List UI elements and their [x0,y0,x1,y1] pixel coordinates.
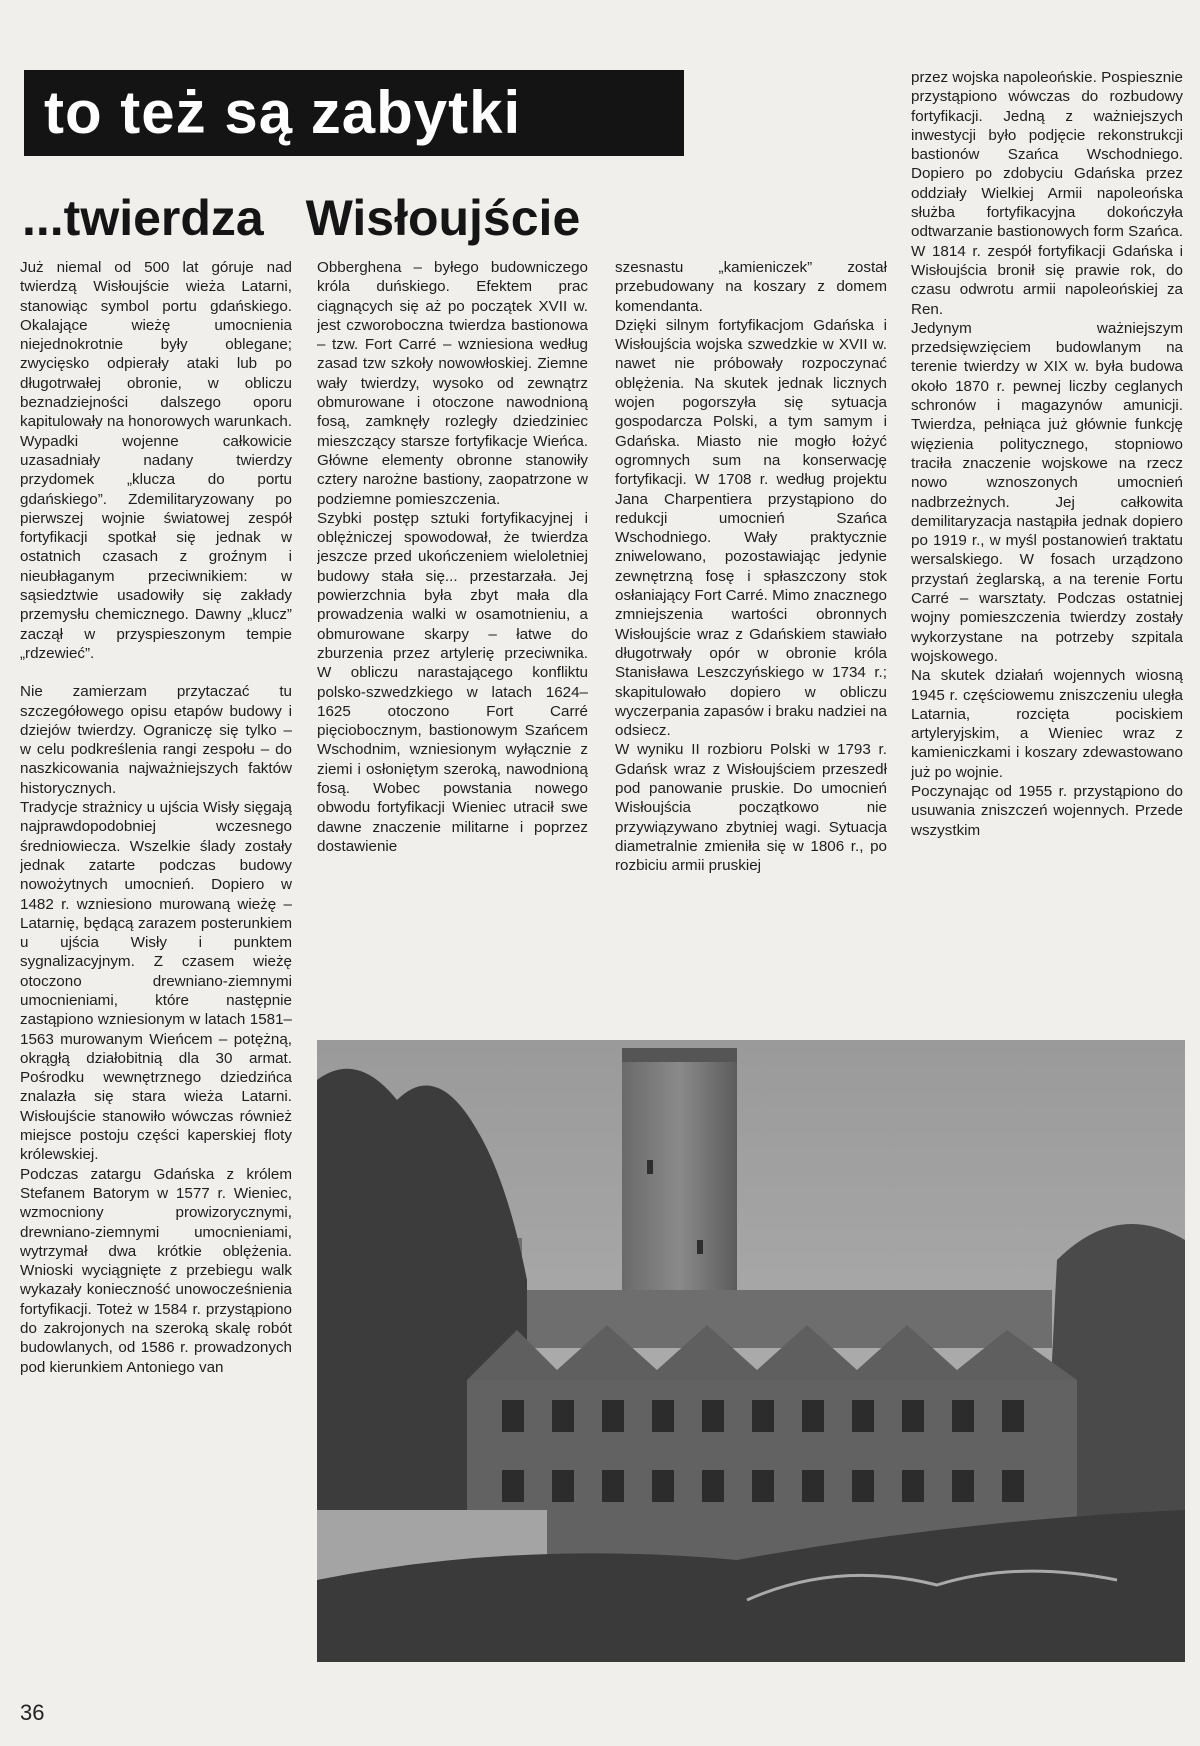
paragraph: szesnastu „kamieniczek” został przebudowany na koszary z domem komendanta. [615,259,887,315]
paragraph: Dzięki silnym fortyfikacjom Gdańska i Wisłoujścia wojska szwedzkie w XVII w. nawet nie próbowały rozpoczynać oblężenia. Na skutek jednak licznych wojen pogorszyła się sytuacja gospodarcza Polski, a tym samym i Gdańska. Miasto nie mogło łożyć ogromnych sum na konserwację fortyfikacji. W 1708 r. według projektu Jana Charpentiera przystąpiono do redukcji umocnień Szańca Wschodniego. Wały praktycznie zniwelowano, pozostawiając jedynie zewnętrzną fosę i spłaszczony stok osłaniający Fort Carré. Mimo znacznego zmniejszenia wartości obronnych Wisłoujście wraz z Gdańskiem stawiało długotrwały opór w obronie króla Stanisława Leszczyńskiego w 1734 r.; skapitulowało dopiero w obliczu wyczerpania zapasów i braku nadziei na odsiecz. [615,316,887,740]
paragraph: Obberghena – byłego budowniczego króla duńskiego. Efektem prac ciągnących się aż po początek XVII w. jest czworoboczna twierdza bastionowa – tzw. Fort Carré – wzniesiona według zasad tzw szkoły nowowłoskiej. Ziemne wały twierdzy, wysoko od zewnątrz obmurowane i otoczone nawodnioną fosą, zamknęły rozległy dziedziniec mieszczący starsze fortyfikacje Wieńca. Główne elementy obronne stanowiły cztery narożne bastiony, zaopatrzone w podziemne pomieszczenia. [317,259,588,508]
paragraph: Szybki postęp sztuki fortyfikacyjnej i oblężniczej spowodował, że twierdza jeszcze przed ukończeniem wieloletniej budowy stała się... przestarzała. Jej powierzchnia była zbyt mała dla prowadzenia walki w osamotnieniu, a obmurowane skarpy – łatwe do zburzenia przez artylerię przeciwnika. W obliczu narastającego konfliktu polsko-szwedzkiego w latach 1624–1625 otoczono Fort Carré pięciobocznym, bastionowym Szańcem Wschodnim, wzniesionym wyłącznie z ziemi i osłoniętym szeroką, nawodnioną fosą. Wobec powstania nowego obwodu fortyfikacji Wieniec utracił swe dawne znaczenie militarne i poprzez dostawienie [317,509,588,855]
paragraph: Nie zamierzam przytaczać tu szczegółowego opisu etapów budowy i dziejów twierdzy. Ograniczę się tylko – w celu podkreślenia rangi zespołu – do naszkicowania najważniejszych faktów historycznych. [20,683,292,797]
fortress-photo-drawing [317,1040,1185,1662]
tower-window [697,1240,703,1254]
text-column-4 [911,68,1183,1016]
article-title: ...twierdza Wisłoujście [22,190,581,246]
paragraph: Tradycje strażnicy u ujścia Wisły sięgają najprawdopodobniej wczesnego średniowiecza. Wszelkie ślady zostały jednak zatarte podczas budowy nowożytnych umocnień. Dopiero w 1482 r. wzniesiono murowaną wieżę – Latarnię, będącą zarazem posterunkiem u ujścia Wisły i punktem sygnalizacyjnym. Z czasem wieżę otoczono drewniano-ziemnymi umocnieniami, które następnie zastąpiono wzniesionym w latach 1581–1563 murowanym Wieńcem – potężną, okrągłą działobitnią dla 30 armat. Pośrodku wewnętrznego dziedzińca znalazła się stara wieża Latarni. Wisłoujście stanowiło wówczas również miejsce postoju części kaperskiej floty królewskiej. [20,799,292,1164]
text-column-2 [317,258,588,1016]
text-column-3 [615,258,887,1016]
paragraph: Poczynając od 1955 r. przystąpiono do usuwania zniszczeń wojennych. Przede wszystkim [911,782,1183,839]
paragraph: Już niemal od 500 lat góruje nad twierdzą Wisłoujście wieża Latarni, stanowiąc symbol portu gdańskiego. Okalające wieżę umocnienia niejednokrotnie były oblegane; zwycięsko odpierały ataki lub po długotrwałej obronie, w obliczu beznadziejności dalszego oporu kapitulowały na honorowych warunkach. Wypadki wojenne całkowicie uzasadniały nadany twierdzy przydomek „klucza do portu gdańskiego”. Zdemilitaryzowany po pierwszej wojnie światowej zespół fortyfikacji spotkał się jednak w ostatnich czasach z groźnym i nieubłaganym przeciwnikiem: w sąsiedztwie usadowiły się zakłady przemysłu chemicznego. Dawny „klucz” zaczął w przyspieszonym tempie „rdzewieć”. [20,259,292,662]
tower-window [647,1160,653,1174]
paragraph: Na skutek działań wojennych wiosną 1945 r. częściowemu zniszczeniu uległa Latarnia, rozcięta pociskiem artyleryjskim, a Wieniec wraz z kamieniczkami i koszary zdewastowano już po wojnie. [911,667,1183,781]
paragraph: przez wojska napoleońskie. Pospiesznie przystąpiono wówczas do rozbudowy fortyfikacji. Jedną z ważniejszych inwestycji było podjęcie rekonstrukcji bastionów Szańca Wschodniego. Dopiero po zdobyciu Gdańska przez oddziały Wielkiej Armii napoleońska służba fortyfikacyjna dokończyła odtwarzanie bastionowych form Szańca. W 1814 r. zespół fortyfikacji Gdańska i Wisłoujścia bronił się prawie rok, do czasu odwrotu armii napoleońskiej za Ren. [911,69,1183,318]
section-banner: to też są zabytki [24,70,684,156]
paragraph: W wyniku II rozbioru Polski w 1793 r. Gdańsk wraz z Wisłoujściem przeszedł pod panowanie pruskie. Do umocnień Wisłoujścia początkowo nie przywiązywano zbytniej wagi. Sytuacja diametralnie zmieniła się w 1806 r., po rozbiciu armii pruskiej [615,741,887,875]
fortress-photo [317,1040,1185,1662]
paragraph: Jedynym ważniejszym przedsięwzięciem budowlanym na terenie twierdzy w XIX w. była budowa około 1870 r. pewnej liczby ceglanych schronów i magazynów amunicji. Twierdza, pełniąca już głównie funkcję więzienia politycznego, stopniowo traciła znaczenie wojskowe na rzecz nowo wznoszonych umocnień nadbrzeżnych. Jej całkowita demilitaryzacja nastąpiła jednak dopiero po 1919 r., w myśl postanowień traktatu wersalskiego. W fosach urządzono przystań żeglarską, a na terenie Fortu Carré – warsztaty. Podczas ostatniej wojny pomieszczenia twierdzy zostały wykorzystane na potrzeby szpitala wojskowego. [911,319,1183,665]
paragraph: Podczas zatargu Gdańska z królem Stefanem Batorym w 1577 r. Wieniec, wzmocniony prowizorycznymi, drewniano-ziemnymi umocnieniami, wytrzymał dwa krótkie oblężenia. Wnioski wyciągnięte z przebiegu walk wykazały konieczność unowocześnienia fortyfikacji. Toteż w 1584 r. przystąpiono do zakrojonych na szeroką skalę robót budowlanych, od 1586 r. prowadzonych pod kierunkiem Antoniego van [20,1165,292,1376]
text-column-1 [20,258,292,1671]
page-number: 36 [20,1700,45,1725]
ring-wall [492,1290,1052,1348]
tower-top [622,1048,737,1062]
